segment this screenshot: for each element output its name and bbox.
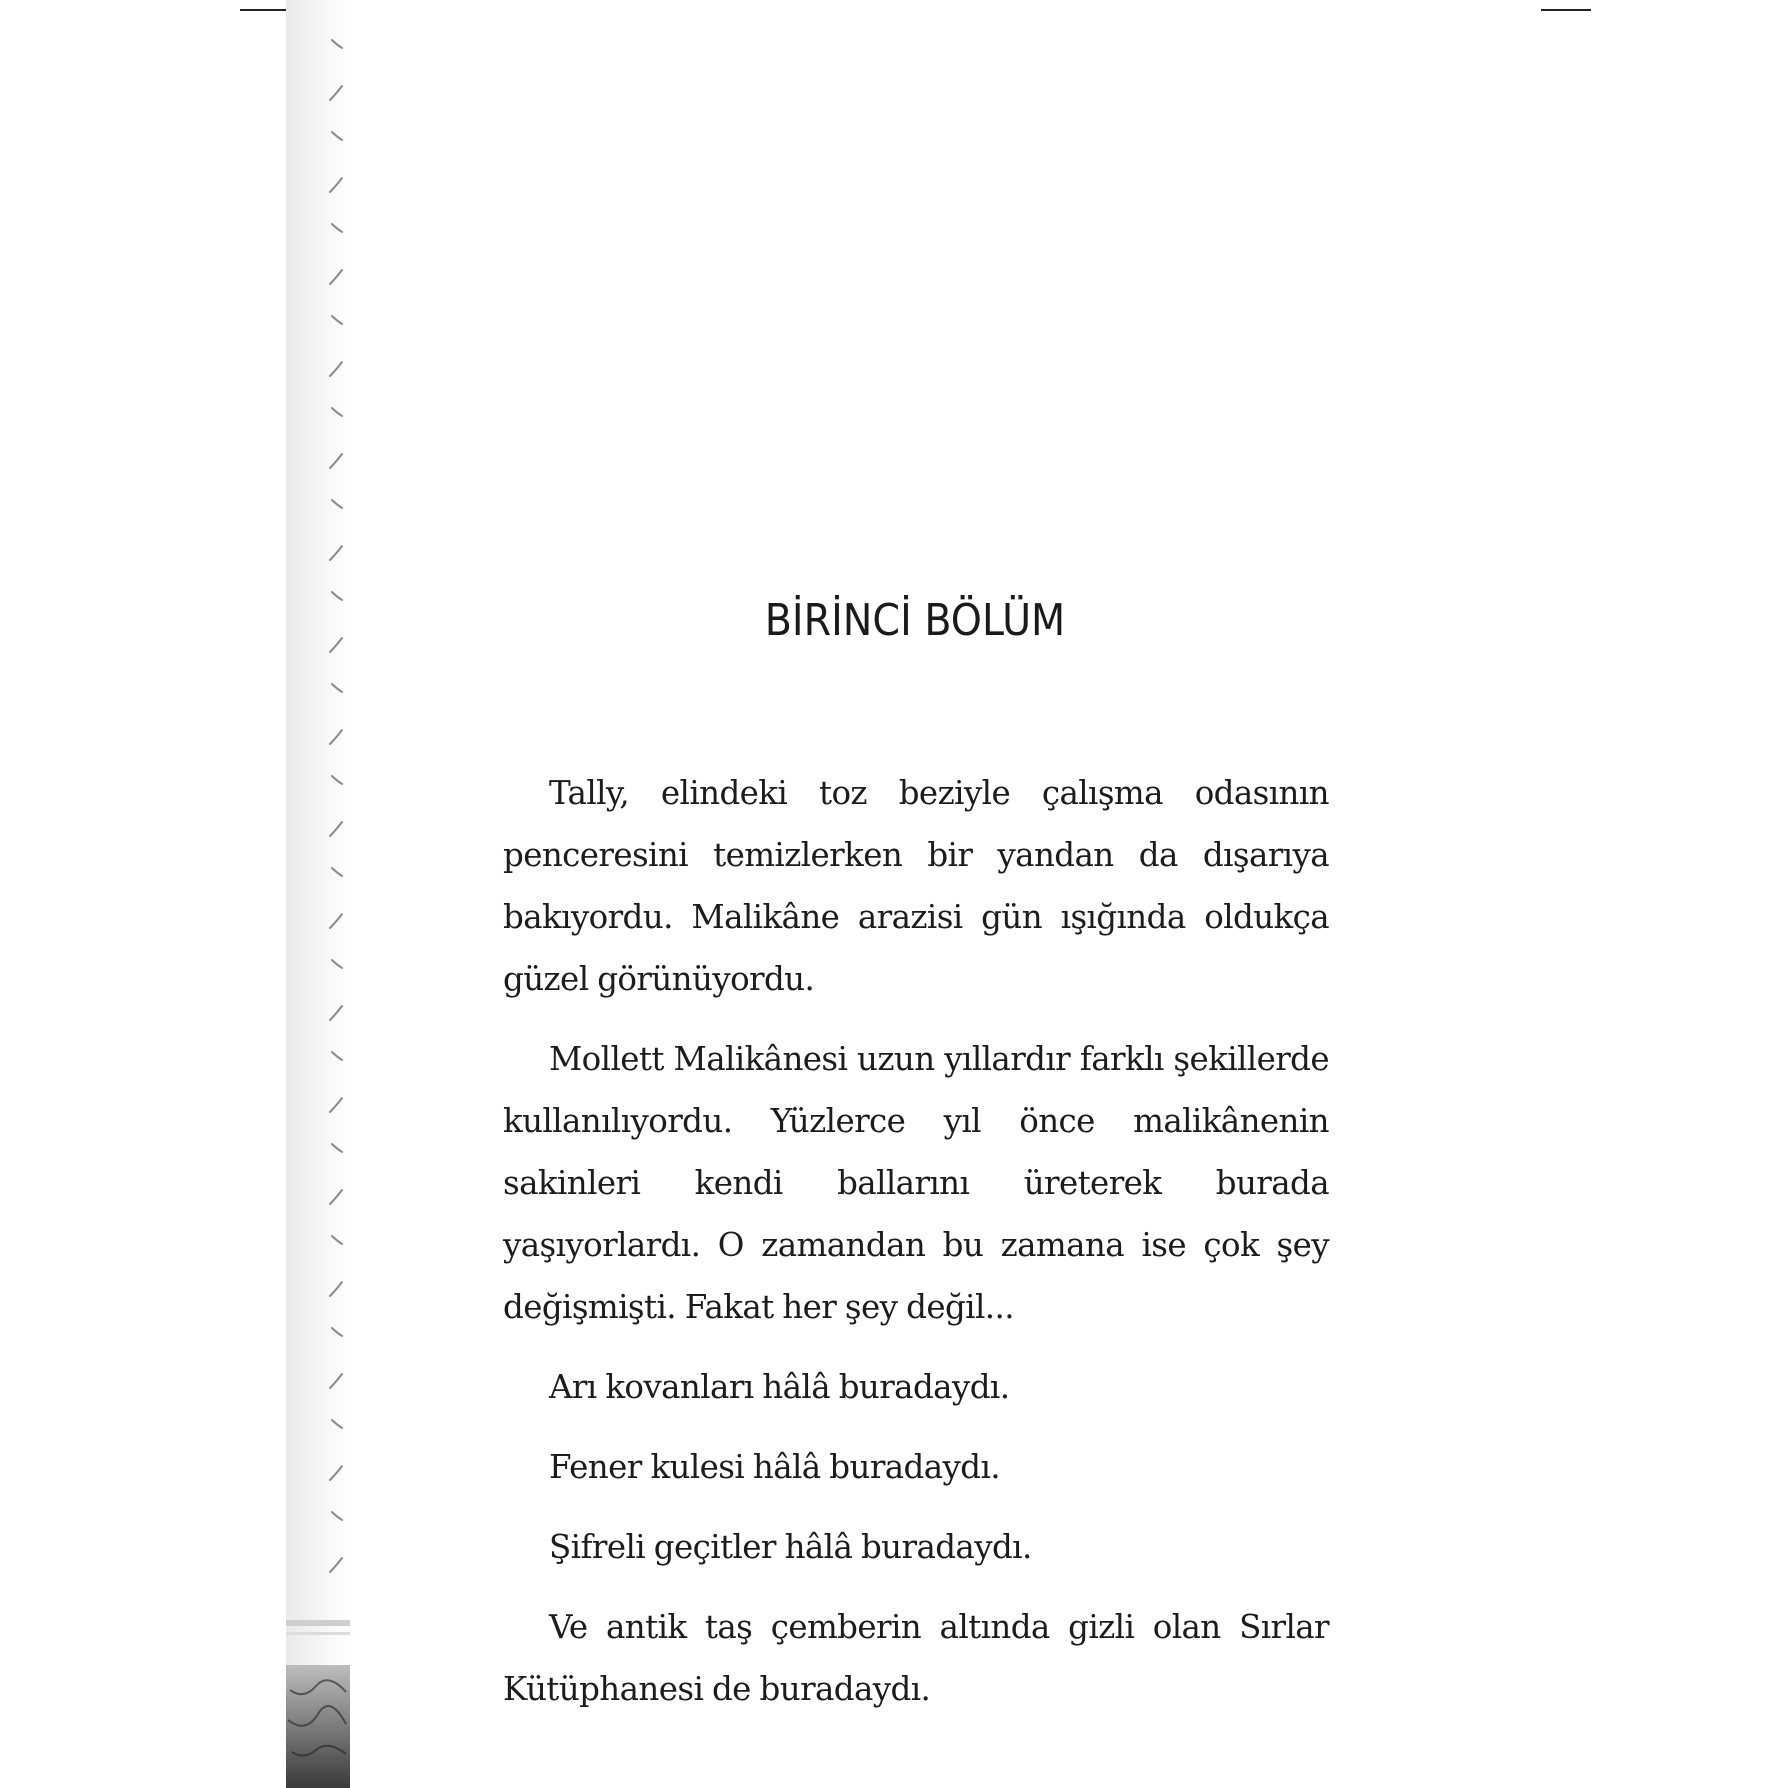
- chapter-title: BİRİNCİ BÖLÜM: [764, 595, 1066, 646]
- chapter-body: [503, 762, 1329, 1738]
- paragraph: Ve antik taş çemberin altında gizli olan Sırlar Kütüphanesi de buradaydı.: [503, 1608, 1329, 1708]
- paragraph: Şifreli geçitler hâlâ buradaydı.: [549, 1528, 1032, 1566]
- paragraph: Arı kovanları hâlâ buradaydı.: [549, 1368, 1010, 1406]
- crop-mark-left: [240, 9, 290, 11]
- crop-mark-right: [1541, 9, 1591, 11]
- paragraph: Mollett Malikânesi uzun yıllardır farklı şekillerde kullanılıyordu. Yüzlerce yıl önce malikânenin sakinleri kendi ballarını üreterek burada yaşıyorlardı. O zamandan bu zamana ise çok şey değişmişti. Fakat her şey değil...: [503, 1040, 1329, 1326]
- paragraph: Fener kulesi hâlâ buradaydı.: [549, 1448, 1001, 1486]
- paragraph: Tally, elindeki toz beziyle çalışma odasının penceresini temizlerken bir yandan da dışarıya bakıyordu. Malikâne arazisi gün ışığında oldukça güzel görünüyordu.: [503, 774, 1329, 998]
- decorative-spine-strip: [286, 0, 350, 1788]
